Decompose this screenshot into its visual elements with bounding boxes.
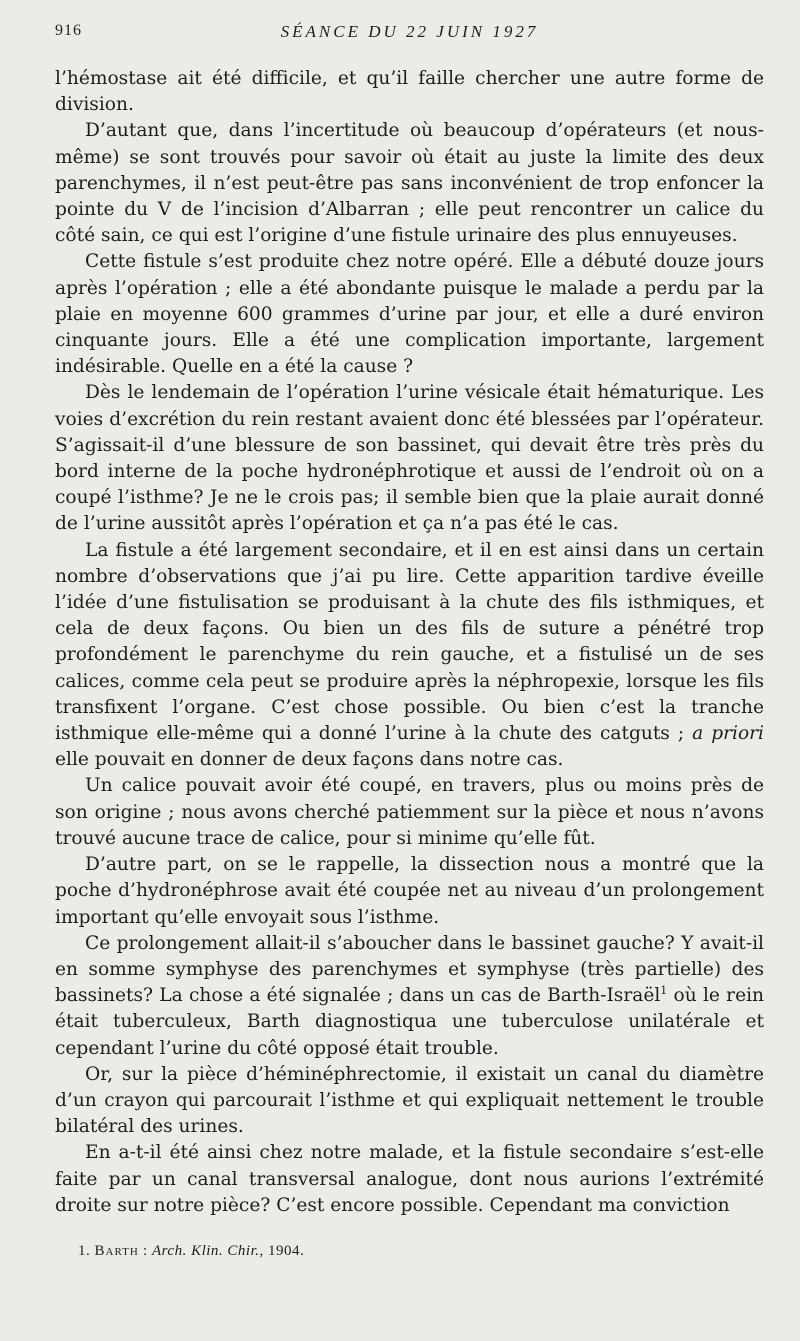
running-title: SÉANCE DU 22 JUIN 1927 xyxy=(280,22,539,41)
running-head xyxy=(55,22,764,48)
italic-phrase: a priori xyxy=(692,723,765,745)
paragraph: Cette fistule s’est produite chez notre opéré. Elle a débuté douze jours après l’opération ; elle a été abondante puisque le malade a perdu par la plaie en moyenne 600 grammes d’urine par jour, et elle a duré environ cinquante jours. Elle a été une complication importante, largement indésirable. Quelle en a été la cause ? xyxy=(55,251,764,378)
paragraph-text: Ce prolongement allait-il s’aboucher dans le bassinet gauche? Y avait-il en somme symphyse des parenchymes et symphyse (très partielle) des bassinets? La chose a été signalée ; dans un cas de Barth-Israël xyxy=(55,932,764,1007)
footnote-year: , 1904. xyxy=(259,1243,305,1259)
footnote-reference: 1 xyxy=(660,983,668,997)
paragraph: l’hémostase ait été difficile, et qu’il faille chercher une autre forme de division. xyxy=(55,68,764,116)
footnote xyxy=(78,1243,304,1260)
paragraph: D’autre part, on se le rappelle, la dissection nous a montré que la poche d’hydronéphrose avait été coupée net au niveau d’un prolongement important qu’elle envoyait sous l’isthme. xyxy=(55,854,764,928)
body-text xyxy=(55,66,764,1219)
paragraph: Un calice pouvait avoir été coupé, en travers, plus ou moins près de son origine ; nous avons cherché patiemment sur la pièce et nous n’avons trouvé aucune trace de calice, pour si minime qu’elle fût. xyxy=(55,775,764,849)
paragraph-text: où le rein était tuberculeux, Barth diagnostiqua une tuberculose unilatérale et cependant l’urine du côté opposé était trouble. xyxy=(55,985,764,1059)
footnote-author: Barth xyxy=(94,1243,139,1259)
footnote-separator: : xyxy=(138,1243,152,1259)
footnote-number: 1. xyxy=(78,1243,91,1259)
page-number: 916 xyxy=(55,22,82,39)
footnote-source: Arch. Klin. Chir. xyxy=(151,1243,260,1259)
paragraph: D’autant que, dans l’incertitude où beaucoup d’opérateurs (et nous-même) se sont trouvés pour savoir où était au juste la limite des deux parenchymes, il n’est peut-être pas sans inconvénient de trop enfoncer la pointe du V de l’incision d’Albarran ; elle peut rencontrer un calice du côté sain, ce qui est l’origine d’une fistule urinaire des plus ennuyeuses. xyxy=(55,120,764,247)
paragraph-text: elle pouvait en donner de deux façons dans notre cas. xyxy=(55,749,564,771)
paragraph: Or, sur la pièce d’héminéphrectomie, il existait un canal du diamètre d’un crayon qui parcourait l’isthme et qui expliquait nettement le trouble bilatéral des urines. xyxy=(55,1063,764,1138)
paragraph-text: La fistule a été largement secondaire, et il en est ainsi dans un certain nombre d’observations que j’ai pu lire. Cette apparition tardive éveille l’idée d’une fistulisation se produisant à la chute des fils isthmiques, et cela de deux façons. Ou bien un des fils de suture a pénétré trop profondément le parenchyme du rein gauche, et a fistulisé un de ses calices, comme cela peut se produire après la néphropexie, lorsque les fils transfixent l’organe. C’est chose possible. Ou bien c’est la tranche isthmique elle-même qui a donné l’urine à la chute des catguts ; xyxy=(55,539,764,745)
paragraph xyxy=(55,538,764,774)
paragraph xyxy=(55,931,764,1062)
paragraph: En a-t-il été ainsi chez notre malade, et la fistule secondaire s’est-elle faite par un canal transversal analogue, dont nous aurions l’extrémité droite sur notre pièce? C’est encore possible. Cependant ma conviction xyxy=(55,1142,764,1216)
paragraph: Dès le lendemain de l’opération l’urine vésicale était hématurique. Les voies d’excrétion du rein restant avaient donc été blessées par l’opérateur. S’agissait-il d’une blessure de son bassinet, qui devait être très près du bord interne de la poche hydronéphrotique et aussi de l’endroit où on a coupé l’isthme? Je ne le crois pas; il semble bien que la plaie aurait donné de l’urine aussitôt après l’opération et ça n’a pas été le cas. xyxy=(55,382,764,535)
